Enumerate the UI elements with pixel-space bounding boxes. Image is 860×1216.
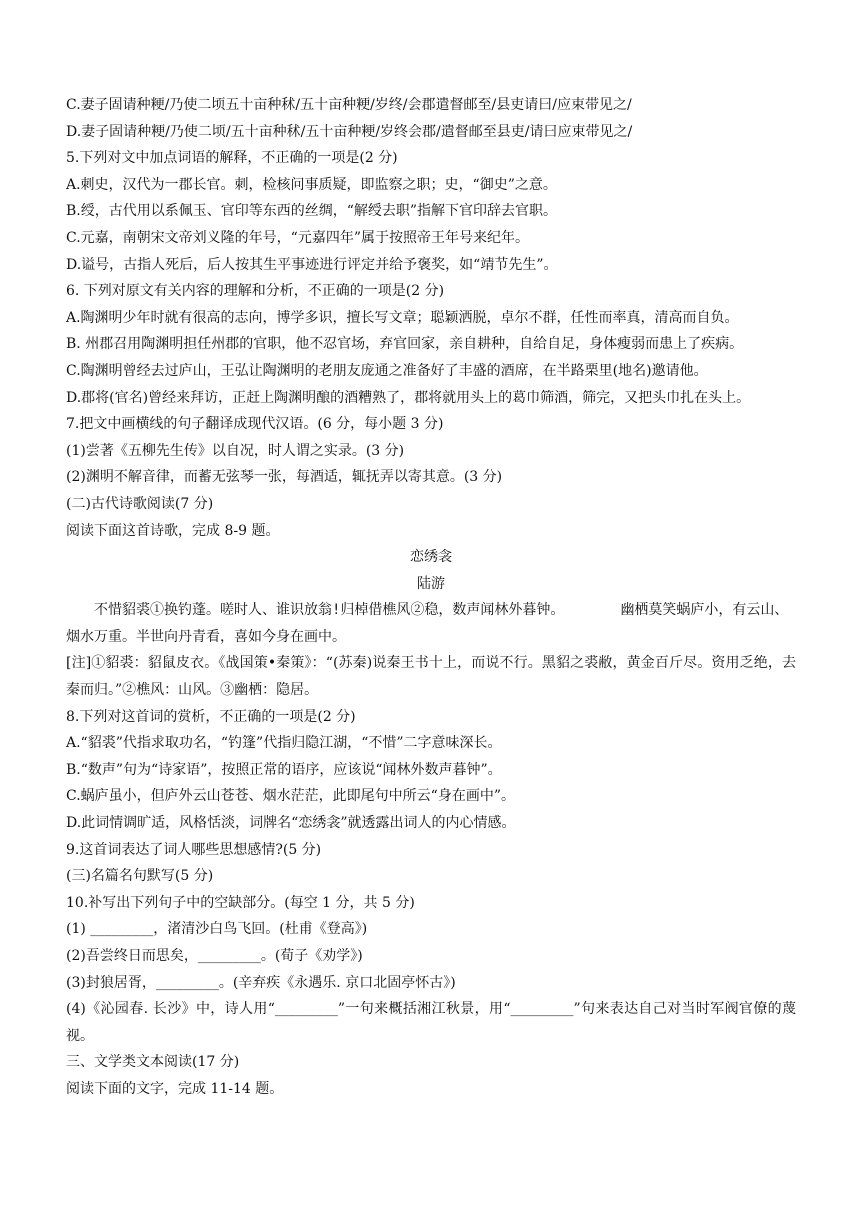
option-8b: B.“数声”句为“诗家语”，按照正常的语序，应该说“闻林外数声暮钟”。 [66,761,502,778]
question-8: 8.下列对这首词的赏析，不正确的一项是(2 分) [66,708,356,725]
option-4c: C.妻子固请种粳/乃使二顷五十亩种秫/五十亩种粳/岁终/会郡遣督邮至/县吏请曰/应束带见之/ [66,97,632,113]
question-5: 5.下列对文中加点词语的解释，不正确的一项是(2 分) [66,150,398,167]
question-10-1: (1) _________，渚清沙白鸟飞回。(杜甫《登高》) [66,921,368,938]
poem-part-2: 幽栖莫笑蜗庐小，有云山、烟水万重。半世向丹青看，喜如今身在画中。 [66,602,789,645]
option-8a: A.“貂裘”代指求取功名，“钓篷”代指归隐江湖，“不惜”二字意味深长。 [66,735,502,752]
option-8c: C.蜗庐虽小，但庐外云山苍苍、烟水茫茫，此即尾句中所云“身在画中”。 [66,788,515,805]
option-6a: A.陶渊明少年时就有很高的志向，博学多识，擅长写文章；聪颖洒脱，卓尔不群，任性而率真，清高而自负。 [66,309,739,326]
question-7: 7.把文中画横线的句子翻译成现代汉语。(6 分，每小题 3 分) [66,416,444,433]
poetry-intro: 阅读下面这首诗歌，完成 8-9 题。 [66,522,280,539]
option-5c: C.元嘉，南朝宋文帝刘义隆的年号，“元嘉四年”属于按照帝王年号来纪年。 [66,229,529,246]
question-6: 6. 下列对原文有关内容的理解和分析，不正确的一项是(2 分) [66,283,445,300]
exam-page [66,92,796,1103]
option-5a: A.刺史，汉代为一郡长官。刺，检核问事质疑，即监察之职；史，“御史”之意。 [66,176,557,193]
part-heading-literary-reading: 三、文学类文本阅读(17 分) [66,1054,240,1071]
section-heading-poetry: (二)古代诗歌阅读(7 分) [66,495,214,512]
option-5b: B.绶，古代用以系佩玉、官印等东西的丝绸，“解绶去职”指解下官印辞去官职。 [66,203,558,220]
question-10-4: (4)《沁园春. 长沙》中，诗人用“_________”一句来概括湘江秋景，用“_________”句来表达自己对当时军阀官僚的蔑视。 [66,1001,796,1044]
option-8d: D.此词情调旷适，风格恬淡，词牌名“恋绣衾”就透露出词人的内心情感。 [66,815,516,832]
poem-note: [注]①貂裘：貂鼠皮衣。《战国策•秦策》：“(苏秦)说秦王书十上，而说不行。黑貂之裘敝，黄金百斤尽。资用乏绝，去秦而归。”②樵风：山风。③幽栖：隐居。 [66,655,796,699]
question-10: 10.补写出下列句子中的空缺部分。(每空 1 分，共 5 分) [66,894,415,911]
literary-reading-intro: 阅读下面的文字，完成 11-14 题。 [66,1080,284,1097]
poem-author: 陆游 [417,575,445,592]
option-4d: D.妻子固请种粳/乃使二顷/五十亩种秫/五十亩种粳/岁终会郡/遣督邮至县吏/请曰应束带见之/ [66,123,633,140]
poem-title: 恋绣衾 [410,549,452,566]
option-6c: C.陶渊明曾经去过庐山，王弘让陶渊明的老朋友庞通之准备好了丰盛的酒席，在半路栗里(地名)邀请他。 [66,362,708,379]
option-6d: D.郡将(官名)曾经来拜访，正赶上陶渊明酿的酒糟熟了，郡将就用头上的葛巾筛酒，筛完，又把头巾扎在头上。 [66,389,751,406]
option-6b: B. 州郡召用陶渊明担任州郡的官职，他不忍官场，弃官回家，亲自耕种，自给自足，身体瘦弱而患上了疾病。 [66,336,744,353]
option-5d: D.谥号，古指人死后，后人按其生平事迹进行评定并给予褒奖，如“靖节先生”。 [66,256,558,273]
question-7-2: (2)渊明不解音律，而蓄无弦琴一张，每酒适，辄抚弄以寄其意。(3 分) [66,469,503,486]
poem-text [66,597,796,650]
question-7-1: (1)尝著《五柳先生传》以自况，时人谓之实录。(3 分) [66,442,405,459]
section-heading-recitation: (三)名篇名句默写(5 分) [66,868,214,885]
question-10-2: (2)吾尝终日而思矣，_________。(荀子《劝学》) [66,948,363,964]
question-10-3: (3)封狼居胥，_________。(辛弃疾《永遇乐. 京口北固亭怀古》) [66,974,456,991]
question-9: 9.这首词表达了词人哪些思想感情?(5 分) [66,841,322,858]
poem-part-1: 不惜貂裘①换钓蓬。嗟时人、谁识放翁!归棹借樵风②稳，数声闻林外暮钟。 [94,602,565,619]
